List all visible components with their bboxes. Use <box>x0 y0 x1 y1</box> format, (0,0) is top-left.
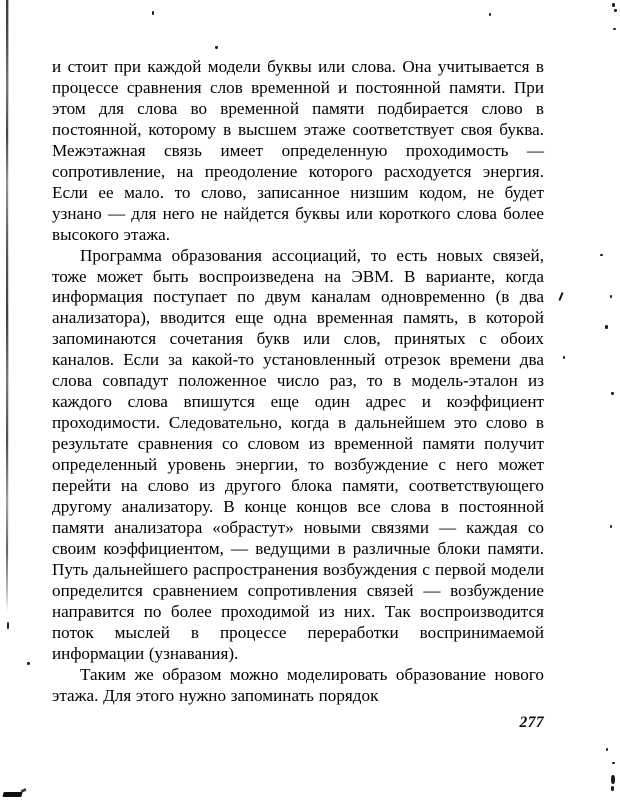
scan-speck <box>611 786 614 791</box>
scan-artifact-blob <box>2 792 22 797</box>
scan-artifact-tick <box>558 292 563 301</box>
scan-speck <box>215 46 218 49</box>
scan-speck <box>563 356 565 359</box>
scan-speck <box>606 748 608 751</box>
scan-speck <box>152 11 154 15</box>
scan-speck <box>610 295 612 298</box>
scan-speck <box>27 662 30 665</box>
body-text-column <box>52 57 544 707</box>
scan-speck <box>614 9 617 12</box>
paragraph: и стоит при каждой модели буквы или слова. Она учитывается в процессе сравнения слов временной и постоянной памяти. При этом для слова во временной памяти подбирается слово в постоянной, которому в высшем этаже соответствует своя буква. Межэтажная связь имеет определенную проходимость — сопротивление, на преодоление которого расходуется энергия. Если ее мало. то слово, записанное низшим кодом, не будет узнано — для него не найдется буквы или короткого слова более высокого этажа. <box>52 57 544 244</box>
scan-speck <box>7 622 9 629</box>
scan-speck <box>611 392 614 395</box>
scan-speck <box>600 254 603 256</box>
scan-speck <box>605 325 608 329</box>
scan-speck <box>611 775 615 784</box>
paragraph: Таким же образом можно моделировать образование нового этажа. Для этого нужно запоминать порядок <box>52 664 544 705</box>
paragraph: Программа образования ассоциаций, то есть новых связей, тоже может быть воспроизведена на ЭВМ. В варианте, когда информация поступает по двум каналам одновременно (в два анализатора), вводится еще одна временная память, в которой запоминаются сочетания букв или слов, принятых с обоих каналов. Если за какой-то установленный отрезок времени два слова совпадут положенное число раз, то в модель-эталон из каждого слова впишутся еще один адрес и коэффициент проходимости. Следовательно, когда в дальнейшем это слово в результате сравнения со словом из временной памяти получит определенный уровень энергии, то возбуждение с него может перейти на слово из другого блока памяти, соответствующего другому анализатору. В конце концов все слова в постоянной памяти анализатора «обрастут» новыми связями — каждая со своим коэффициентом, — ведущими в различные блоки памяти. Путь дальнейшего распространения возбуждения с первой модели определится сравнением сопротивления связей — возбуждение направится по более проходимой из них. Так воспроизводится поток мыслей в процессе переработки воспринимаемой информации (узнавания). <box>52 245 544 663</box>
scan-speck <box>613 28 616 30</box>
scan-speck <box>612 3 615 7</box>
scan-speck <box>489 13 491 16</box>
scan-speck <box>612 762 615 764</box>
scan-speck <box>610 525 612 528</box>
page-number: 277 <box>519 714 544 731</box>
binding-edge-shadow-secondary <box>8 0 9 560</box>
